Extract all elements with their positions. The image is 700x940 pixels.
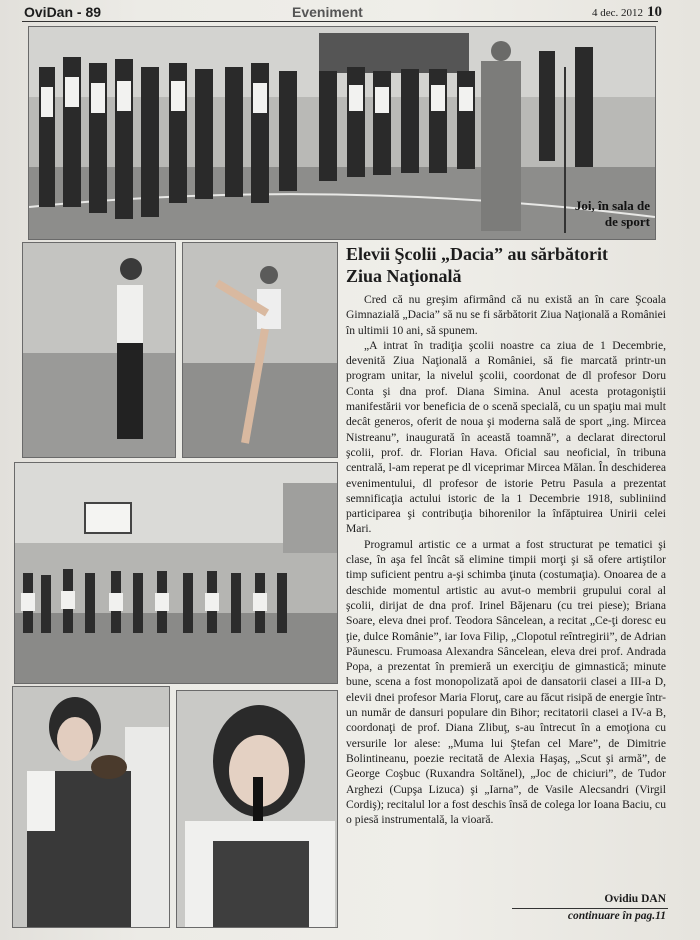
article-paragraph: Cred că nu greşim afirmând că nu există an în care Şcoala Gimnazială „Dacia” să nu se fi sărbătorit Ziua Naţională a României în ultimii 10 ani, să spunem.: [346, 293, 666, 337]
photo-caption: [540, 198, 650, 230]
header-rule: [22, 21, 658, 22]
page-number: 10: [647, 4, 662, 20]
article-title-line-1: Elevii Şcolii „Dacia” au sărbătorit: [346, 244, 608, 264]
caption-line-1: Joi, în sala de: [574, 198, 650, 213]
photo-gymnast: [182, 242, 338, 458]
article-title-line-2: Ziua Naţională: [346, 266, 462, 286]
photo-dancers: [14, 462, 338, 684]
continued-link[interactable]: continuare în pag.11: [567, 910, 666, 922]
article-body: [346, 292, 666, 827]
photo-boy-reciting: [22, 242, 176, 458]
caption-line-2: de sport: [604, 214, 650, 229]
section-name: Eveniment: [292, 4, 363, 20]
photo-violinist: [12, 686, 170, 928]
article-title: [346, 243, 656, 287]
continued-rule: [512, 908, 668, 909]
article-paragraph: „A intrat în tradiţia şcolii noastre ca ziua de 1 Decembrie, devenită Ziua Naţională a României, să fie marcată printr-un program unitar, la nivelul şcolii, coordonat de dl profesor Doru Conta şi dna prof. Diana Simina. Anul acesta protagoniştii manifestării vor beneficia de o scenă specială, cu un spaţiu mai mult decât generos, oferit de noua şi moderna sală de sport „ing. Mircea Nistreanu”, inaugurată în această toamnă”, a declarat directorul şcolii, prof. dr. Florian Hava. Oficial sau neoficial, în tribuna centrală, l-am reperat pe dl viceprimar Mircea Mălan. În deschiderea evenimentului, dl profesor de istorie Petru Pasula a prezentat semnificaţia actului istoric de la 1 Decembrie 1918, subliniind participarea şi contribuţia bihorenilor la înfăptuirea Unirii celei Mari.: [346, 338, 666, 536]
issue-date-and-page: [592, 2, 662, 22]
publication-name: OviDan - 89: [24, 4, 102, 20]
article-author: Ovidiu DAN: [604, 893, 666, 905]
issue-date: 4 dec. 2012: [591, 7, 643, 19]
article-paragraph: Programul artistic ce a urmat a fost structurat pe tematici şi clase, în aşa fel încât să elimine timpii morţi şi să ofere artiştilor timp suficient pentru a-şi schimba ţinuta (costumaţia). Onoarea de a deschide momentul artistic au avut-o membrii grupului coral al şcolii, dirijat de dna prof. Irinel Băjenaru (cu trei piese); Briana Soare, eleva dnei prof. Teodora Sâncelean, a recitat „Ce-ţi doresc eu ţie, dulce Românie”, iar Iova Filip, „Clopotul reîntregirii”, de Adrian Păunescu. Frumoasa Alexandra Sâncelean, eleva drei prof. Andrada Popa, a prezentat în premieră un exerciţiu de gimnastică; minute bune, scena a fost monopolizată apoi de dansatorii clasei a III-a D, elevii dnei profesor Maria Floruţ, care au făcut risipă de energie într-un număr de dansuri populare din Bihor; recitatorii clasei a IV-a B, coordonaţi de prof. Diana Zlibuţ, s-au întrecut în a emoţiona cu versurile lor alese: „Muma lui Ştefan cel Mare”, de Dimitrie Bolintineanu, poezie recitată de Alexia Haşaş, „Scut şi armă”, de George Coşbuc (Ruxandra Soltănel), „Joc de chiciuri”, de Tudor Arghezi (Cupşa Lizuca) şi „Iarna”, de Vasile Alecsandri (Virgil Cordiş); recitalul lor a fost deschis însă de colega lor Ioana Baciu, cu o piesă instrumentală, la vioară.: [346, 537, 666, 827]
photo-girl-reciting: [176, 690, 338, 928]
